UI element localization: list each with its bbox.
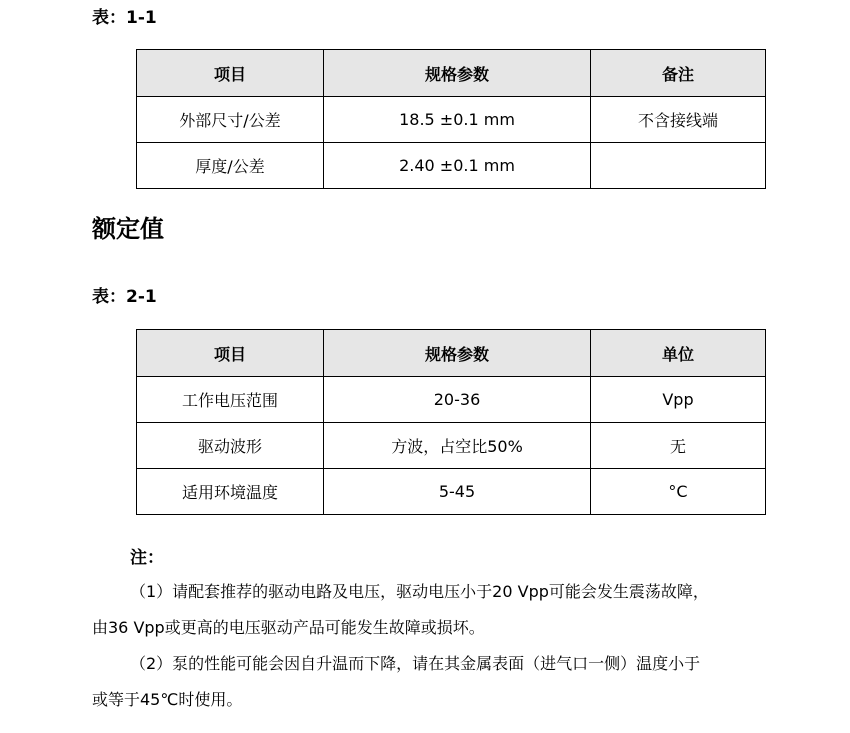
notes-title: 注： — [130, 548, 164, 568]
table-row — [137, 377, 766, 423]
section-heading: 额定值 — [92, 215, 164, 243]
table-cell: 方波，占空比50% — [324, 423, 591, 469]
table-1-caption: 表：1-1 — [92, 8, 157, 28]
note-2-line-1: （2）泵的性能可能会因自升温而下降，请在其金属表面（进气口一侧）温度小于 — [130, 654, 701, 673]
dimensions-table — [136, 49, 766, 189]
table-header-row — [137, 50, 766, 97]
column-header: 项目 — [137, 50, 324, 97]
table-2-caption: 表：2-1 — [92, 287, 157, 307]
column-header: 单位 — [591, 330, 766, 377]
table-cell: 5-45 — [324, 469, 591, 515]
table-row — [137, 97, 766, 143]
table-cell: 无 — [591, 423, 766, 469]
table-cell: 不含接线端 — [591, 97, 766, 143]
table-cell — [591, 143, 766, 189]
table-cell: 工作电压范围 — [137, 377, 324, 423]
table-cell: 18.5 ±0.1 mm — [324, 97, 591, 143]
table-cell: 适用环境温度 — [137, 469, 324, 515]
table-cell: 驱动波形 — [137, 423, 324, 469]
table-header-row — [137, 330, 766, 377]
table-cell: 2.40 ±0.1 mm — [324, 143, 591, 189]
note-2-line-2: 或等于45℃时使用。 — [92, 690, 243, 709]
table-cell: 外部尺寸/公差 — [137, 97, 324, 143]
column-header: 备注 — [591, 50, 766, 97]
column-header: 规格参数 — [324, 50, 591, 97]
table-cell: Vpp — [591, 377, 766, 423]
table-cell: 厚度/公差 — [137, 143, 324, 189]
column-header: 项目 — [137, 330, 324, 377]
note-1-line-1: （1）请配套推荐的驱动电路及电压，驱动电压小于20 Vpp可能会发生震荡故障， — [130, 582, 709, 601]
table-cell: °C — [591, 469, 766, 515]
table-row — [137, 423, 766, 469]
note-1-line-2: 由36 Vpp或更高的电压驱动产品可能发生故障或损坏。 — [92, 618, 485, 637]
table-cell: 20-36 — [324, 377, 591, 423]
table-row — [137, 143, 766, 189]
table-row — [137, 469, 766, 515]
column-header: 规格参数 — [324, 330, 591, 377]
ratings-table — [136, 329, 766, 515]
